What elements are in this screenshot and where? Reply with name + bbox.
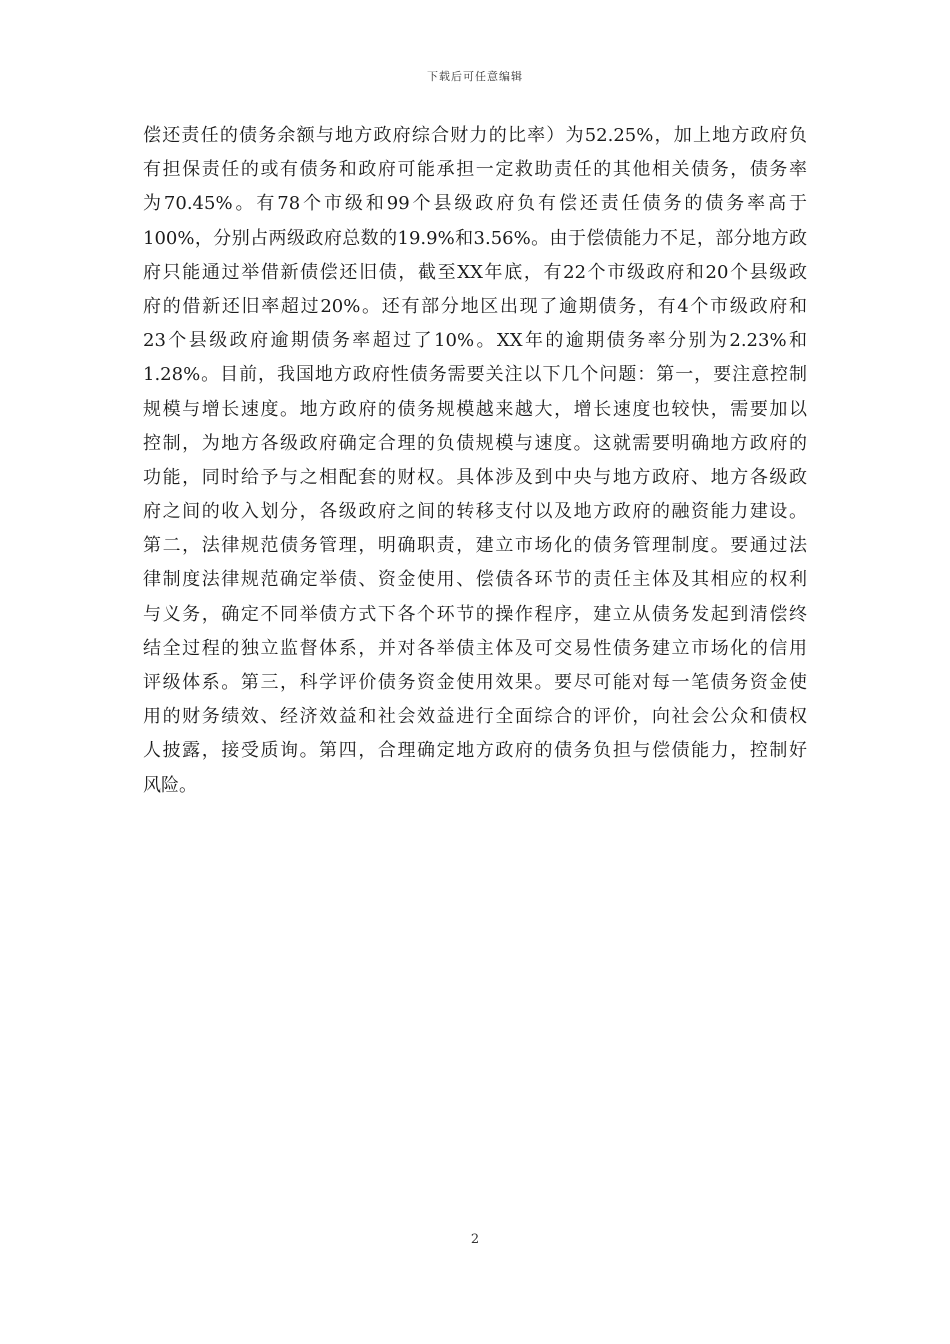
text-line: 府只能通过举借新债偿还旧债，截至XX年底，有22个市级政府和20个县级政 xyxy=(143,261,807,283)
text-line: 律制度法律规范确定举债、资金使用、偿债各环节的责任主体及其相应的权利 xyxy=(143,569,807,591)
text-line: 风险。 xyxy=(143,774,197,796)
body-text xyxy=(143,119,807,803)
text-line: 为70.45%。有78个市级和99个县级政府负有偿还责任债务的债务率高于 xyxy=(143,193,807,215)
text-line: 功能，同时给予与之相配套的财权。具体涉及到中央与地方政府、地方各级政 xyxy=(143,466,807,488)
page-number: 2 xyxy=(470,1232,480,1247)
text-line: 规模与增长速度。地方政府的债务规模越来越大，增长速度也较快，需要加以 xyxy=(143,398,807,420)
page-header: 下载后可任意编辑 xyxy=(427,70,523,83)
text-line: 用的财务绩效、经济效益和社会效益进行全面综合的评价，向社会公众和债权 xyxy=(143,706,807,728)
text-line: 23个县级政府逾期债务率超过了10%。XX年的逾期债务率分别为2.23%和 xyxy=(143,330,807,352)
text-line: 偿还责任的债务余额与地方政府综合财力的比率）为52.25%，加上地方政府负 xyxy=(143,125,807,146)
text-line: 第二，法律规范债务管理，明确职责，建立市场化的债务管理制度。要通过法 xyxy=(143,535,807,557)
text-line: 100%，分别占两级政府总数的19.9%和3.56%。由于偿债能力不足，部分地方政 xyxy=(143,227,807,249)
text-line: 评级体系。第三，科学评价债务资金使用效果。要尽可能对每一笔债务资金使 xyxy=(143,672,807,693)
text-line: 1.28%。目前，我国地方政府性债务需要关注以下几个问题：第一，要注意控制 xyxy=(143,364,807,386)
text-line: 控制，为地方各级政府确定合理的负债规模与速度。这就需要明确地方政府的 xyxy=(143,432,807,454)
text-line: 有担保责任的或有债务和政府可能承担一定救助责任的其他相关债务，债务率 xyxy=(143,159,807,181)
text-line: 府之间的收入划分，各级政府之间的转移支付以及地方政府的融资能力建设。 xyxy=(143,501,807,523)
text-line: 人披露，接受质询。第四，合理确定地方政府的债务负担与偿债能力，控制好 xyxy=(143,740,807,762)
text-line: 与义务，确定不同举债方式下各个环节的操作程序，建立从债务发起到清偿终 xyxy=(143,603,807,625)
text-line: 府的借新还旧率超过20%。还有部分地区出现了逾期债务，有4个市级政府和 xyxy=(143,295,807,317)
text-line: 结全过程的独立监督体系，并对各举债主体及可交易性债务建立市场化的信用 xyxy=(143,637,807,659)
